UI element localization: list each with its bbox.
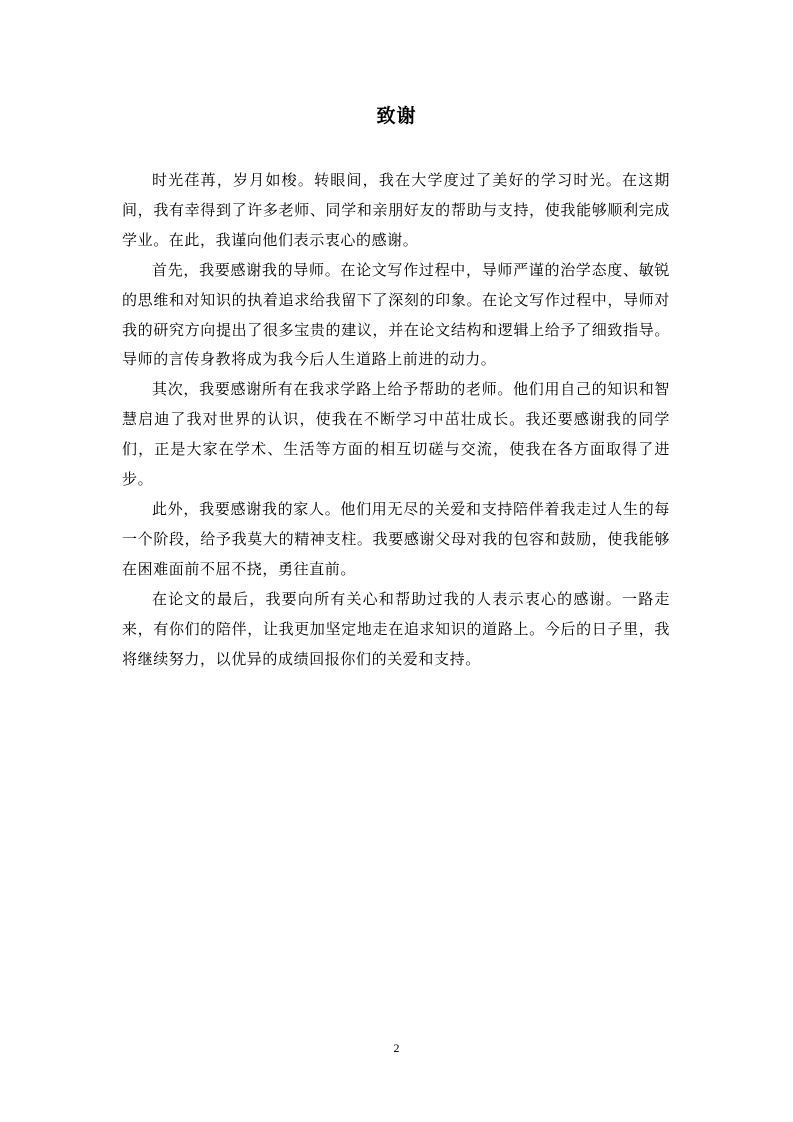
- paragraph-5: 在论文的最后，我要向所有关心和帮助过我的人表示衷心的感谢。一路走来，有你们的陪伴，让我更加坚定地走在追求知识的道路上。今后的日子里，我将继续努力，以优异的成绩回报你们的关爱和支持。: [122, 589, 670, 668]
- paragraph-3: 其次，我要感谢所有在我求学路上给予帮助的老师。他们用自己的知识和智慧启迪了我对世界的认识，使我在不断学习中茁壮成长。我还要感谢我的同学们，正是大家在学术、生活等方面的相互切磋与交流，使我在各方面取得了进步。: [122, 380, 670, 489]
- paragraph-2: 首先，我要感谢我的导师。在论文写作过程中，导师严谨的治学态度、敏锐的思维和对知识的执着追求给我留下了深刻的印象。在论文写作过程中，导师对我的研究方向提出了很多宝贵的建议，并在论文结构和逻辑上给予了细致指导。导师的言传身教将成为我今后人生道路上前进的动力。: [122, 260, 670, 369]
- paragraph-1: 时光荏苒，岁月如梭。转眼间，我在大学度过了美好的学习时光。在这期间，我有幸得到了许多老师、同学和亲朋好友的帮助与支持，使我能够顺利完成学业。在此，我谨向他们表示衷心的感谢。: [122, 171, 670, 249]
- page-title: 致谢: [376, 105, 417, 127]
- paragraph-4: 此外，我要感谢我的家人。他们用无尽的关爱和支持陪伴着我走过人生的每一个阶段，给予我莫大的精神支柱。我要感谢父母对我的包容和鼓励，使我能够在困难面前不屈不挠，勇往直前。: [122, 499, 670, 578]
- body-text: [122, 166, 670, 674]
- page-number: 2: [393, 1041, 400, 1055]
